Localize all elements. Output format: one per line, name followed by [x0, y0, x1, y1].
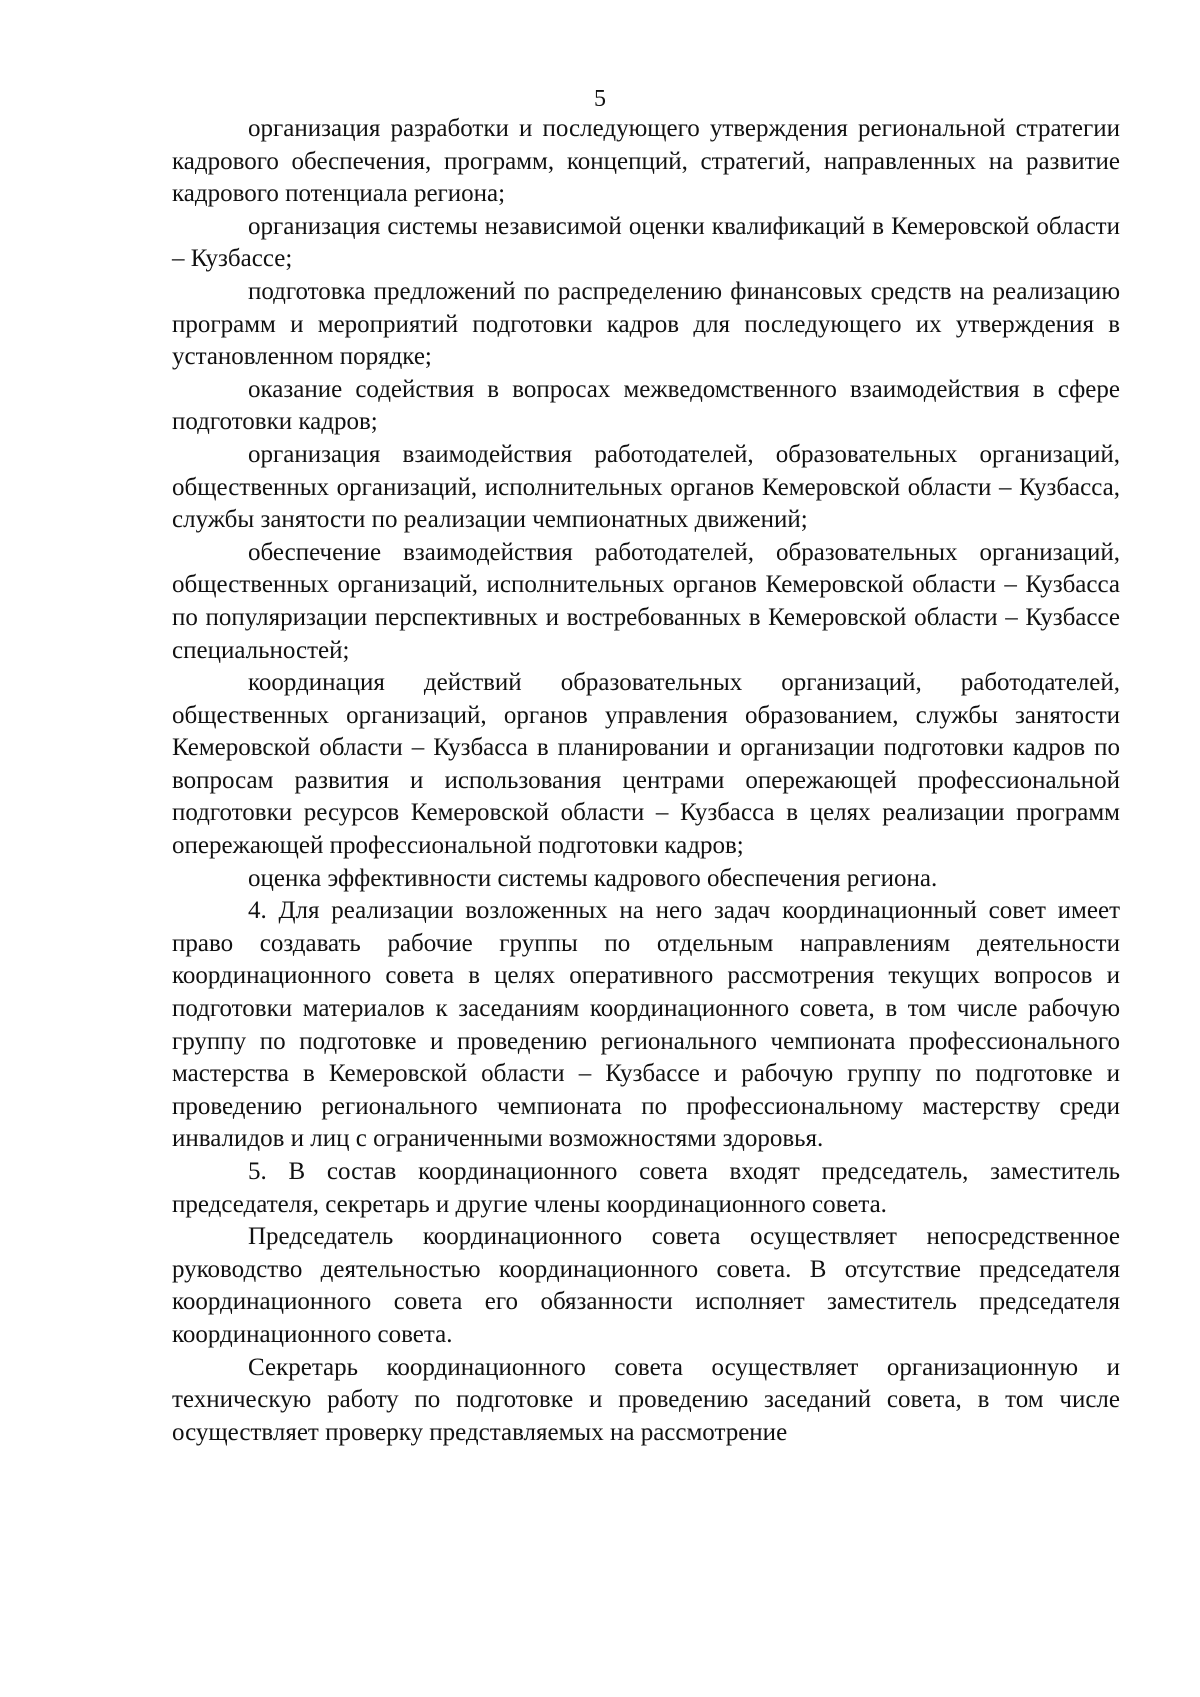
- paragraph-championship-cooperation: организация взаимодействия работодателей, образовательных организаций, общественных организаций, исполнительных органов Кемеровской области – Кузбасса, службы занятости по реализации чемпионатных движений;: [172, 440, 1120, 534]
- paragraph-interagency-assistance: оказание содействия в вопросах межведомственного взаимодействия в сфере подготовки кадров;: [172, 375, 1120, 436]
- paragraph-efficiency-assessment: оценка эффективности системы кадрового обеспечения региона.: [248, 864, 938, 892]
- paragraph-chairman: Председатель координационного совета осуществляет непосредственное руководство деятельностью координационного совета. В отсутствие председателя координационного совета его обязанности исполняет заместитель председателя координационного совета.: [172, 1223, 1120, 1348]
- paragraph-qualification-assessment: организация системы независимой оценки квалификаций в Кемеровской области – Кузбассе;: [172, 212, 1120, 273]
- paragraph-funding-proposals: подготовка предложений по распределению финансовых средств на реализацию программ и мероприятий подготовки кадров для последующего их утверждения в установленном порядке;: [172, 277, 1120, 371]
- paragraph-popularization: обеспечение взаимодействия работодателей, образовательных организаций, общественных организаций, исполнительных органов Кемеровской области – Кузбасса по популяризации перспективных и востребованных в Кемеровской области – Кузбассе специальностей;: [172, 538, 1120, 664]
- paragraph-item-4: 4. Для реализации возложенных на него задач координационный совет имеет право создавать рабочие группы по отдельным направлениям деятельности координационного совета в целях оперативного рассмотрения текущих вопросов и подготовки материалов к заседаниям координационного совета, в том числе рабочую группу по подготовке и проведению регионального чемпионата профессионального мастерства в Кемеровской области – Кузбассе и рабочую группу по подготовке и проведению регионального чемпионата по профессиональному мастерству среди инвалидов и лиц с ограниченными возможностями здоровья.: [172, 897, 1120, 1153]
- paragraph-strategy: организация разработки и последующего утверждения региональной стратегии кадрового обеспечения, программ, концепций, стратегий, направленных на развитие кадрового потенциала региона;: [172, 115, 1120, 208]
- paragraph-item-5: 5. В состав координационного совета входят председатель, заместитель председателя, секретарь и другие члены координационного совета.: [172, 1158, 1120, 1218]
- paragraph-secretary: Секретарь координационного совета осуществляет организационную и техническую работу по подготовке и проведению заседаний совета, в том числе осуществляет проверку представляемых на рассмотрение: [172, 1353, 1120, 1446]
- document-body: [172, 113, 1120, 1449]
- paragraph-coordination: координация действий образовательных организаций, работодателей, общественных организаций, органов управления образованием, службы занятости Кемеровской области – Кузбасса в планировании и организации подготовки кадров по вопросам развития и использования центрами опережающей профессиональной подготовки ресурсов Кемеровской области – Кузбасса в целях реализации программ опережающей профессиональной подготовки кадров;: [172, 669, 1120, 860]
- page-number: 5: [594, 86, 606, 112]
